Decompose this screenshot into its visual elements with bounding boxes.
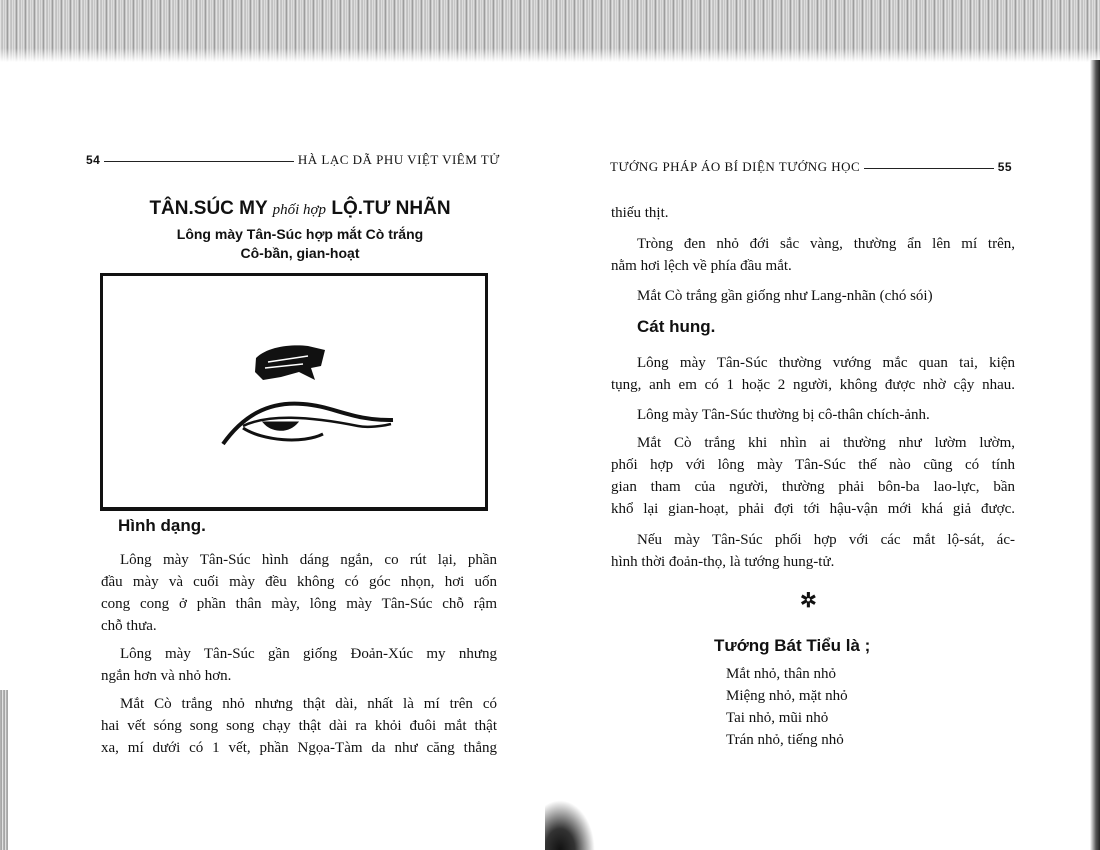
list-heading: Tướng Bát Tiểu là ; (714, 636, 871, 655)
section-heading: Cát hung. (637, 317, 716, 336)
left-running-header (86, 152, 500, 168)
text-line: thiếu thịt. (611, 205, 669, 221)
right-running-header (610, 159, 1012, 175)
text-line: khổ lại gian-hoạt, phải đợi tới hậu-vận mới khá giả được. (611, 501, 1015, 517)
page-edge-shadow-left (0, 690, 8, 850)
text-line: Lông mày Tân-Súc thường bị cô-thân chích-ảnh. (637, 407, 930, 423)
text-line: hai vết sóng song song chạy thật dài ra khỏi đuôi mắt thật (101, 718, 497, 734)
text-line: Tròng đen nhỏ đới sắc vàng, thường ẩn lên mí trên, (637, 236, 1015, 252)
list-item: Tai nhỏ, mũi nhỏ (726, 710, 829, 726)
header-text: TƯỚNG PHÁP ÁO BÍ DIỆN TƯỚNG HỌC (610, 159, 861, 174)
page-edge-shadow (1090, 60, 1100, 850)
text-line: phối hợp với lông mày Tân-Súc thế nào cũng có tính (611, 457, 1015, 473)
text-line: Lông mày Tân-Súc hình dáng ngắn, co rút lại, phần (120, 552, 497, 568)
text-line: Lông mày Tân-Súc gần giống Đoản-Xúc my nhưng (120, 646, 497, 662)
section-heading: Hình dạng. (118, 516, 206, 535)
text-line: Mắt Cò trắng khi nhìn ai thường như lườm lườm, (637, 435, 1015, 451)
text-line: xa, mí dưới có 1 vết, phần Ngọa-Tàm da như căng thẳng (101, 740, 497, 756)
ornament-star-icon: ✲ (800, 590, 817, 612)
text-line: Lông mày Tân-Súc thường vướng mắc quan tai, kiện (637, 355, 1015, 371)
subtitle: Lông mày Tân-Súc hợp mắt Cò trắng (176, 226, 424, 242)
eyebrow-drawing (255, 345, 325, 380)
text-line: Mắt Cò trắng nhỏ nhưng thật dài, nhất là mí trên có (120, 696, 497, 712)
page-title: TÂN.SÚC MY phối hợp LỘ.TƯ NHÃN (149, 198, 451, 219)
page-number: 55 (997, 160, 1013, 174)
header-text: HÀ LẠC DÃ PHU VIỆT VIÊM TỬ (297, 152, 500, 167)
page-number: 54 (86, 153, 101, 167)
list-item: Trán nhỏ, tiếng nhỏ (726, 732, 844, 748)
illustration-eyebrow-eye (100, 273, 488, 511)
list-item: Miệng nhỏ, mặt nhỏ (726, 688, 848, 704)
text-line: gian tham của người, thường phải bôn-ba lao-lực, bần (611, 479, 1015, 495)
text-line: ngắn hơn và nhỏ hơn. (101, 668, 232, 684)
eye-drawing (223, 404, 393, 444)
list-item: Mắt nhỏ, thân nhỏ (726, 666, 836, 682)
subtitle: Cô-bần, gian-hoạt (240, 245, 360, 261)
scan-artifact-band (0, 0, 1100, 62)
text-line: tụng, anh em có 1 hoặc 2 người, không được nhờ cậy nhau. (611, 377, 1015, 393)
book-spine-shadow (545, 800, 595, 850)
text-line: Mắt Cò trắng gần giống như Lang-nhãn (chó sói) (637, 288, 933, 304)
text-line: cong cong ở phần thân mày, lông mày Tân-Súc chỗ rậm (101, 596, 497, 612)
text-line: hình thời đoản-thọ, là tướng hung-tử. (611, 554, 835, 570)
text-line: đầu mày và cuối mày đều không có góc nhọn, hơi uốn (101, 574, 497, 590)
text-line: chỗ thưa. (101, 618, 157, 634)
text-line: nằm hơi lệch về phía đầu mắt. (611, 258, 792, 274)
text-line: Nếu mày Tân-Súc phối hợp với các mắt lộ-sát, ác- (637, 532, 1015, 548)
